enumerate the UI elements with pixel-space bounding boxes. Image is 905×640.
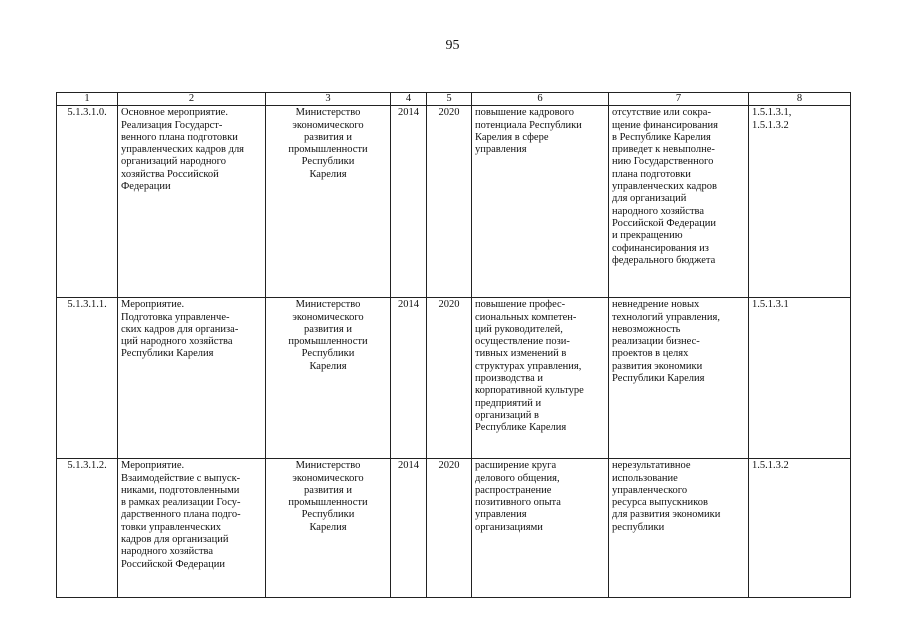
related-indicators: 1.5.1.3.1 (749, 298, 851, 459)
measure-name: Мероприятие. Взаимодействие с выпуск- никами, подготовленными в рамках реализации Госу- дарственного плана подго- товки управленческих кадров для организаций народного хозяйства Российской Федерации (118, 459, 266, 598)
column-header: 1 (57, 93, 118, 106)
non-implementation-consequence: невнедрение новых технологий управления, невозможность реализации бизнес- проектов в целях развития экономики Республики Карелия (609, 298, 749, 459)
measure-name: Основное мероприятие. Реализация Государст- венного плана подготовки управленческих кадров для организаций народного хозяйства Российской Федерации (118, 106, 266, 298)
page-number: 95 (445, 38, 460, 53)
column-header: 5 (427, 93, 472, 106)
table-row (57, 459, 851, 598)
measure-code: 5.1.3.1.0. (57, 106, 118, 298)
start-year: 2014 (391, 459, 427, 598)
measure-code: 5.1.3.1.2. (57, 459, 118, 598)
measure-code: 5.1.3.1.1. (57, 298, 118, 459)
expected-result: расширение круга делового общения, распространение позитивного опыта управления организациями (472, 459, 609, 598)
column-header: 3 (266, 93, 391, 106)
non-implementation-consequence: отсутствие или сокра- щение финансирования в Республике Карелия приведет к невыполне- нию Государственного плана подготовки управленческих кадров для организаций народного хозяйства Российской Федерации и прекращению софинансирования из федерального бюджета (609, 106, 749, 298)
non-implementation-consequence: нерезультативное использование управленческого ресурса выпускников для развития экономики республики (609, 459, 749, 598)
related-indicators: 1.5.1.3.2 (749, 459, 851, 598)
measures-table (56, 92, 851, 598)
column-header: 2 (118, 93, 266, 106)
measure-name: Мероприятие. Подготовка управленче- ских кадров для организа- ций народного хозяйства Республики Карелия (118, 298, 266, 459)
table-row (57, 106, 851, 298)
table-row (57, 298, 851, 459)
start-year: 2014 (391, 298, 427, 459)
responsible-executor: Министерство экономического развития и промышленности Республики Карелия (266, 298, 391, 459)
responsible-executor: Министерство экономического развития и промышленности Республики Карелия (266, 106, 391, 298)
header-row (57, 93, 851, 106)
column-header: 6 (472, 93, 609, 106)
end-year: 2020 (427, 459, 472, 598)
end-year: 2020 (427, 298, 472, 459)
responsible-executor: Министерство экономического развития и промышленности Республики Карелия (266, 459, 391, 598)
expected-result: повышение профес- сиональных компетен- ций руководителей, осуществление пози- тивных изменений в структурах управления, производства и корпоративной культуре предприятий и организаций в Республике Карелия (472, 298, 609, 459)
column-header: 8 (749, 93, 851, 106)
expected-result: повышение кадрового потенциала Республики Карелия в сфере управления (472, 106, 609, 298)
column-header: 7 (609, 93, 749, 106)
end-year: 2020 (427, 106, 472, 298)
column-header: 4 (391, 93, 427, 106)
related-indicators: 1.5.1.3.1, 1.5.1.3.2 (749, 106, 851, 298)
start-year: 2014 (391, 106, 427, 298)
